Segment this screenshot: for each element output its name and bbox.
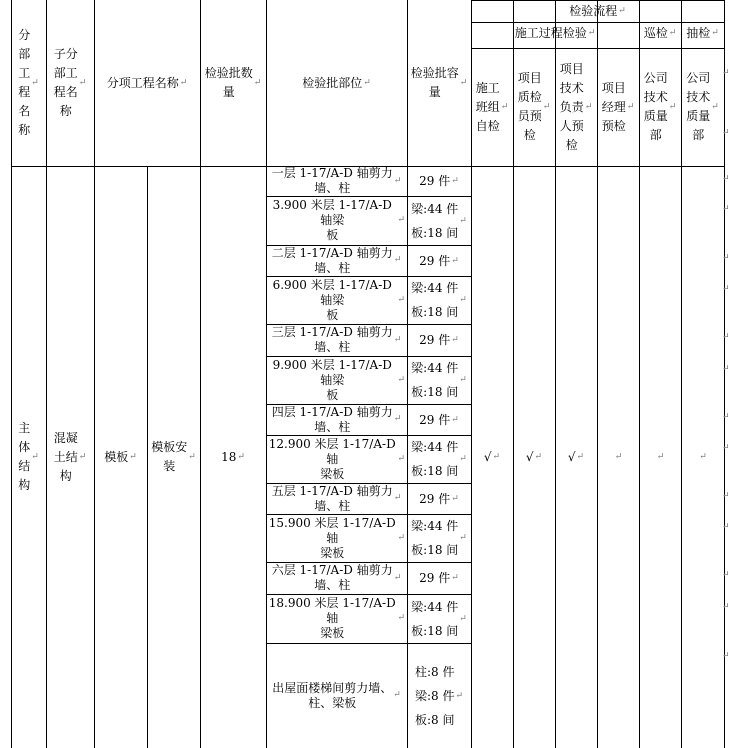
row-location: 四层 1-17/A-D 轴剪力 墙、柱 ↵ <box>271 404 402 434</box>
paragraph-mark-icon: ↵ <box>614 451 623 462</box>
paragraph-mark-icon: ↵ <box>393 175 402 186</box>
header-division-name: 分 部 工 程 名 称 ↵ <box>18 28 39 137</box>
subitem-name: 模板 ↵ <box>94 166 147 748</box>
division-name: 主 体 结 构 ↵ <box>18 421 39 492</box>
paragraph-mark-icon: ↵ <box>451 414 459 425</box>
paragraph-mark-icon: ↵ <box>626 101 635 112</box>
row-end-mark-icon: ↵ <box>722 68 730 78</box>
row-end-mark-icon: ↵ <box>722 651 730 661</box>
paragraph-mark-icon: ↵ <box>451 255 459 266</box>
row-end-mark-icon: ↵ <box>722 602 730 612</box>
header-construction-check: 施工过程检验 ↵ <box>471 22 639 44</box>
paragraph-mark-icon: ↵ <box>393 493 402 503</box>
paragraph-mark-icon: ↵ <box>363 77 371 88</box>
header-process: 检验流程 ↵ <box>471 0 724 22</box>
header-sampling: 抽检 ↵ <box>681 22 724 44</box>
row-location: 出屋面楼梯间剪力墙、 柱、梁板 ↵ <box>272 680 401 710</box>
row-location: 一层 1-17/A-D 轴剪力 墙、柱 ↵ <box>271 166 402 195</box>
row-location: 六层 1-17/A-D 轴剪力 墙、柱 ↵ <box>271 563 402 592</box>
paragraph-mark-icon: ↵ <box>237 451 245 462</box>
subdivision-name: 混凝 土结 构 ↵ <box>53 430 87 483</box>
row-capacity: 29 件 ↵ <box>407 562 471 594</box>
paragraph-mark-icon: ↵ <box>711 101 719 112</box>
row-location: 五层 1-17/A-D 轴剪力 墙、柱 ↵ <box>271 483 402 513</box>
row-end-mark-icon: ↵ <box>722 364 730 374</box>
paragraph-mark-icon: ↵ <box>699 451 707 462</box>
check-company-tech <box>639 166 681 748</box>
row-capacity: 梁:44 件 板:18 间 ↵ <box>411 361 467 399</box>
row-end-mark-icon: ↵ <box>722 443 730 453</box>
row-end-mark-icon: ↵ <box>722 332 730 342</box>
row-end-mark-icon: ↵ <box>722 284 730 294</box>
paragraph-mark-icon: ↵ <box>584 101 593 112</box>
row-capacity: 梁:44 件 板:18 间 ↵ <box>411 599 467 638</box>
paragraph-mark-icon: ↵ <box>397 294 405 305</box>
paragraph-mark-icon: ↵ <box>500 101 509 112</box>
header-subitem-name: 分项工程名称 ↵ <box>94 0 200 166</box>
paragraph-mark-icon: ↵ <box>459 613 467 624</box>
paragraph-mark-icon: ↵ <box>397 613 405 623</box>
header-batch-count: 检验批数 量 ↵ <box>204 66 262 99</box>
paragraph-mark-icon: ↵ <box>397 215 405 225</box>
paragraph-mark-icon: ↵ <box>451 176 459 186</box>
paragraph-mark-icon: ↵ <box>393 572 402 583</box>
paragraph-mark-icon: ↵ <box>668 101 677 112</box>
row-capacity: 梁:44 件 板:18 间 ↵ <box>411 281 467 319</box>
paragraph-mark-icon: ↵ <box>31 451 39 462</box>
row-location: 6.900 米层 1-17/A-D 轴梁 板 ↵ <box>272 277 405 322</box>
paragraph-mark-icon: ↵ <box>459 375 467 385</box>
row-location: 二层 1-17/A-D 轴剪力 墙、柱 ↵ <box>271 245 402 275</box>
paragraph-mark-icon: ↵ <box>459 295 467 305</box>
row-capacity: 梁:44 件 板:18 间 ↵ <box>411 201 467 240</box>
paragraph-mark-icon: ↵ <box>711 27 719 38</box>
paragraph-mark-icon: ↵ <box>656 451 665 462</box>
paragraph-mark-icon: ↵ <box>253 77 262 88</box>
row-end-mark-icon: ↵ <box>722 570 730 580</box>
paragraph-mark-icon: ↵ <box>587 27 596 38</box>
paragraph-mark-icon: ↵ <box>668 27 677 38</box>
paragraph-mark-icon: ↵ <box>393 690 401 700</box>
check-tech-precheck: √ ↵ <box>555 166 597 748</box>
row-location: 三层 1-17/A-D 轴剪力 墙、柱 ↵ <box>271 325 402 354</box>
row-end-mark-icon: ↵ <box>722 522 730 532</box>
header-company-quality-dept: 公司 技术 质量 部 ↵ <box>686 71 719 142</box>
row-capacity: 29 件 ↵ <box>407 324 471 356</box>
batch-count-value: 18 ↵ <box>200 166 266 748</box>
paragraph-mark-icon: ↵ <box>397 532 405 543</box>
paragraph-mark-icon: ↵ <box>397 453 405 464</box>
paragraph-mark-icon: ↵ <box>179 77 188 88</box>
paragraph-mark-icon: ↵ <box>393 255 402 265</box>
header-company-tech-dept: 公司 技术 质量 部 ↵ <box>643 71 677 142</box>
header-subdivision-name: 子分 部工 程名 称 ↵ <box>53 47 87 118</box>
paragraph-mark-icon: ↵ <box>459 454 467 464</box>
row-capacity: 梁:44 件 板:18 间 ↵ <box>411 440 467 478</box>
paragraph-mark-icon: ↵ <box>393 414 402 424</box>
header-batch-location: 检验批部位 ↵ <box>266 0 407 166</box>
header-batch-capacity: 检验批容 量 ↵ <box>410 66 468 99</box>
paragraph-mark-icon: ↵ <box>618 5 626 16</box>
row-capacity: 梁:44 件 板:18 间 ↵ <box>411 519 467 557</box>
paragraph-mark-icon: ↵ <box>188 451 196 462</box>
row-location: 3.900 米层 1-17/A-D 轴梁 板 ↵ <box>272 198 405 242</box>
check-company-quality <box>681 166 724 748</box>
paragraph-mark-icon: ↵ <box>451 493 459 504</box>
row-location: 12.900 米层 1-17/A-D 轴 梁板 ↵ <box>268 436 405 481</box>
paragraph-mark-icon: ↵ <box>451 573 459 583</box>
grid-line <box>724 0 725 748</box>
header-tech-precheck: 项目 技术 负责 人预 检 ↵ <box>559 61 593 152</box>
paragraph-mark-icon: ↵ <box>78 77 87 88</box>
paragraph-mark-icon: ↵ <box>534 451 543 462</box>
paragraph-mark-icon: ↵ <box>455 690 464 701</box>
row-end-mark-icon: ↵ <box>722 174 730 184</box>
paragraph-mark-icon: ↵ <box>31 77 39 88</box>
row-capacity: 29 件 ↵ <box>407 166 471 196</box>
check-manager-precheck <box>597 166 639 748</box>
row-location: 9.900 米层 1-17/A-D 轴梁 板 ↵ <box>272 357 405 402</box>
row-end-mark-icon: ↵ <box>722 491 730 501</box>
row-capacity: 柱:8 件 梁:8 件 板:8 间 ↵ <box>414 664 464 727</box>
check-qc-precheck: √ ↵ <box>513 166 555 748</box>
subitem-detail: 模板安 装 ↵ <box>151 440 196 473</box>
paragraph-mark-icon: ↵ <box>459 77 468 88</box>
row-end-mark-icon: ↵ <box>722 253 730 263</box>
paragraph-mark-icon: ↵ <box>451 335 459 345</box>
row-capacity: 29 件 ↵ <box>407 245 471 276</box>
header-manager-precheck: 项目 经理 预检 ↵ <box>601 80 635 133</box>
check-team-self: √ ↵ <box>471 166 513 748</box>
paragraph-mark-icon: ↵ <box>576 451 585 462</box>
paragraph-mark-icon: ↵ <box>459 215 467 226</box>
paragraph-mark-icon: ↵ <box>393 334 402 345</box>
row-location: 15.900 米层 1-17/A-D 轴 梁板 ↵ <box>268 515 405 560</box>
header-team-self-check: 施工 班组 自检 ↵ <box>475 80 509 133</box>
row-location: 18.900 米层 1-17/A-D 轴 梁板 ↵ <box>268 596 405 640</box>
paragraph-mark-icon: ↵ <box>459 533 467 543</box>
row-capacity: 29 件 ↵ <box>407 483 471 514</box>
paragraph-mark-icon: ↵ <box>492 451 501 462</box>
row-end-mark-icon: ↵ <box>722 412 730 422</box>
row-end-mark-icon: ↵ <box>722 204 730 214</box>
paragraph-mark-icon: ↵ <box>78 451 87 462</box>
row-capacity: 29 件 ↵ <box>407 404 471 435</box>
paragraph-mark-icon: ↵ <box>129 451 137 462</box>
paragraph-mark-icon: ↵ <box>542 101 551 112</box>
header-patrol: 巡检 ↵ <box>639 22 681 44</box>
paragraph-mark-icon: ↵ <box>397 374 405 385</box>
row-end-mark-icon: ↵ <box>722 128 730 138</box>
header-qc-precheck: 项目 质检 员预 检 ↵ <box>517 71 551 142</box>
